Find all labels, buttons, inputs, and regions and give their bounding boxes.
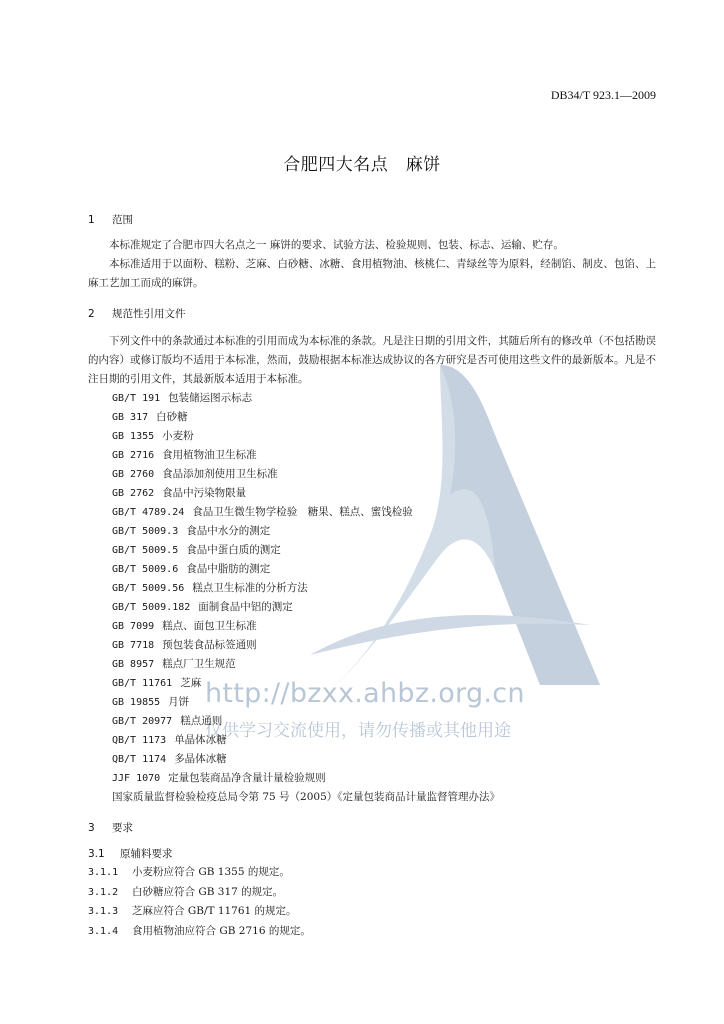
reference-code: QB/T 1173 <box>112 735 167 746</box>
reference-name: 食品添加剂使用卫生标准 <box>162 468 278 480</box>
reference-code: GB 1355 <box>112 431 155 442</box>
requirement-text: 小麦粉应符合 GB 1355 的规定。 <box>132 866 290 878</box>
reference-name: 国家质量监督检验检疫总局令第 75 号（2005）《定量包装商品计量监督管理办法》 <box>112 791 501 803</box>
requirement-item <box>88 863 311 883</box>
reference-code: GB/T 191 <box>112 393 161 404</box>
requirement-item <box>88 883 311 903</box>
reference-name: 面制食品中铝的测定 <box>198 601 293 613</box>
reference-item <box>112 541 500 560</box>
reference-name: 糕点、面包卫生标准 <box>162 620 257 632</box>
reference-name: 预包装食品标签通则 <box>162 639 257 651</box>
reference-name: 芝麻 <box>180 677 202 689</box>
requirement-text: 白砂糖应符合 GB 317 的规定。 <box>132 885 284 898</box>
reference-name: 白砂糖 <box>156 411 188 423</box>
requirement-item <box>88 902 311 922</box>
reference-item <box>112 731 500 750</box>
requirement-number: 3.1.1 <box>88 867 119 878</box>
reference-item <box>112 484 500 503</box>
reference-code: GB/T 4789.24 <box>112 507 185 518</box>
reference-item <box>112 788 500 807</box>
section-number: 3 <box>88 822 95 834</box>
reference-item <box>112 503 500 522</box>
reference-code: GB/T 5009.5 <box>112 545 179 556</box>
reference-code: GB/T 11761 <box>112 678 173 689</box>
reference-item <box>112 522 500 541</box>
reference-code: GB/T 20977 <box>112 716 173 727</box>
reference-item <box>112 712 500 731</box>
section-number: 1 <box>88 214 95 226</box>
reference-item <box>112 636 500 655</box>
reference-item <box>112 389 500 408</box>
reference-name: 定量包装商品净含量计量检验规则 <box>168 772 326 784</box>
subsection-number: 3.1 <box>88 848 105 860</box>
requirement-list <box>88 863 311 941</box>
section-heading-references <box>88 306 186 321</box>
reference-name: 小麦粉 <box>162 430 194 442</box>
requirement-text: 芝麻应符合 GB/T 11761 的规定。 <box>132 905 297 917</box>
reference-name: 食品中蛋白质的测定 <box>186 544 281 556</box>
section-heading-scope <box>88 212 133 227</box>
reference-name: 食品中污染物限量 <box>162 487 247 499</box>
reference-code: GB 19855 <box>112 697 161 708</box>
section-number: 2 <box>88 308 95 320</box>
document-title: 合肥四大名点 麻饼 <box>283 155 441 175</box>
reference-name: 包装储运图示标志 <box>168 392 253 404</box>
reference-code: GB 2762 <box>112 488 155 499</box>
requirement-number: 3.1.3 <box>88 906 119 917</box>
reference-name: 糕点卫生标准的分析方法 <box>192 582 308 594</box>
references-intro: 下列文件中的条款通过本标准的引用而成为本标准的条款。凡是注日期的引用文件，其随后所有的修改单（不包括勘误的内容）或修订版均不适用于本标准，然而，鼓励根据本标准达成协议的各方研究是否可使用这些文件的最新版本。凡是不注日期的引用文件，其最新版本适用于本标准。 <box>88 335 656 385</box>
reference-item <box>112 465 500 484</box>
watermark-note: 仅供学习交流使用，请勿传播或其他用途 <box>205 721 511 741</box>
reference-name: 多晶体冰糖 <box>174 753 227 765</box>
reference-name: 糕点厂卫生规范 <box>162 658 236 670</box>
reference-item <box>112 655 500 674</box>
reference-code: QB/T 1174 <box>112 754 167 765</box>
reference-code: GB/T 5009.56 <box>112 583 185 594</box>
reference-item <box>112 674 500 693</box>
reference-code: GB 2760 <box>112 469 155 480</box>
reference-name: 食品中脂肪的测定 <box>186 563 271 575</box>
reference-list <box>112 389 500 807</box>
reference-name: 食用植物油卫生标准 <box>162 449 257 461</box>
reference-item <box>112 598 500 617</box>
subsection-heading-raw-materials <box>88 846 173 861</box>
reference-code: GB 317 <box>112 412 149 423</box>
reference-name: 食品卫生微生物学检验 糖果、糕点、蜜饯检验 <box>192 506 413 518</box>
reference-code: GB 7099 <box>112 621 155 632</box>
reference-code: GB 7718 <box>112 640 155 651</box>
reference-item <box>112 617 500 636</box>
reference-name: 食品中水分的测定 <box>186 525 271 537</box>
section-title: 要求 <box>112 822 133 834</box>
reference-item <box>112 427 500 446</box>
reference-item <box>112 560 500 579</box>
reference-name: 糕点通则 <box>180 715 223 727</box>
reference-code: GB/T 5009.182 <box>112 602 191 613</box>
section-title: 规范性引用文件 <box>112 308 186 320</box>
reference-item <box>112 750 500 769</box>
subsection-title: 原辅料要求 <box>120 848 173 860</box>
reference-name: 月饼 <box>168 696 190 708</box>
scope-paragraph-2: 本标准适用于以面粉、糕粉、芝麻、白砂糖、冰糖、食用植物油、核桃仁、青绿丝等为原料，经制馅、制皮、包馅、上麻工艺加工而成的麻饼。 <box>88 258 656 289</box>
reference-code: GB 2716 <box>112 450 155 461</box>
requirement-text: 食用植物油应符合 GB 2716 的规定。 <box>132 924 311 937</box>
reference-name: 单晶体冰糖 <box>174 734 227 746</box>
document-code: DB34/T 923.1—2009 <box>550 88 656 102</box>
watermark-url: http://bzxx.ahbz.org.cn <box>205 678 525 709</box>
reference-code: GB 8957 <box>112 659 155 670</box>
reference-item <box>112 693 500 712</box>
reference-item <box>112 579 500 598</box>
reference-item <box>112 769 500 788</box>
requirement-number: 3.1.4 <box>88 925 119 937</box>
section-heading-requirements <box>88 820 133 835</box>
section-title: 范围 <box>112 214 133 226</box>
scope-paragraph-1: 本标准规定了合肥市四大名点之一 麻饼的要求、试验方法、检验规则、包装、标志、运输、贮存。 <box>109 239 564 251</box>
reference-code: GB/T 5009.3 <box>112 526 179 537</box>
requirement-item <box>88 922 311 942</box>
reference-code: GB/T 5009.6 <box>112 564 179 575</box>
reference-item <box>112 446 500 465</box>
reference-code: JJF 1070 <box>112 773 161 784</box>
reference-item <box>112 408 500 427</box>
requirement-number: 3.1.2 <box>88 886 119 898</box>
